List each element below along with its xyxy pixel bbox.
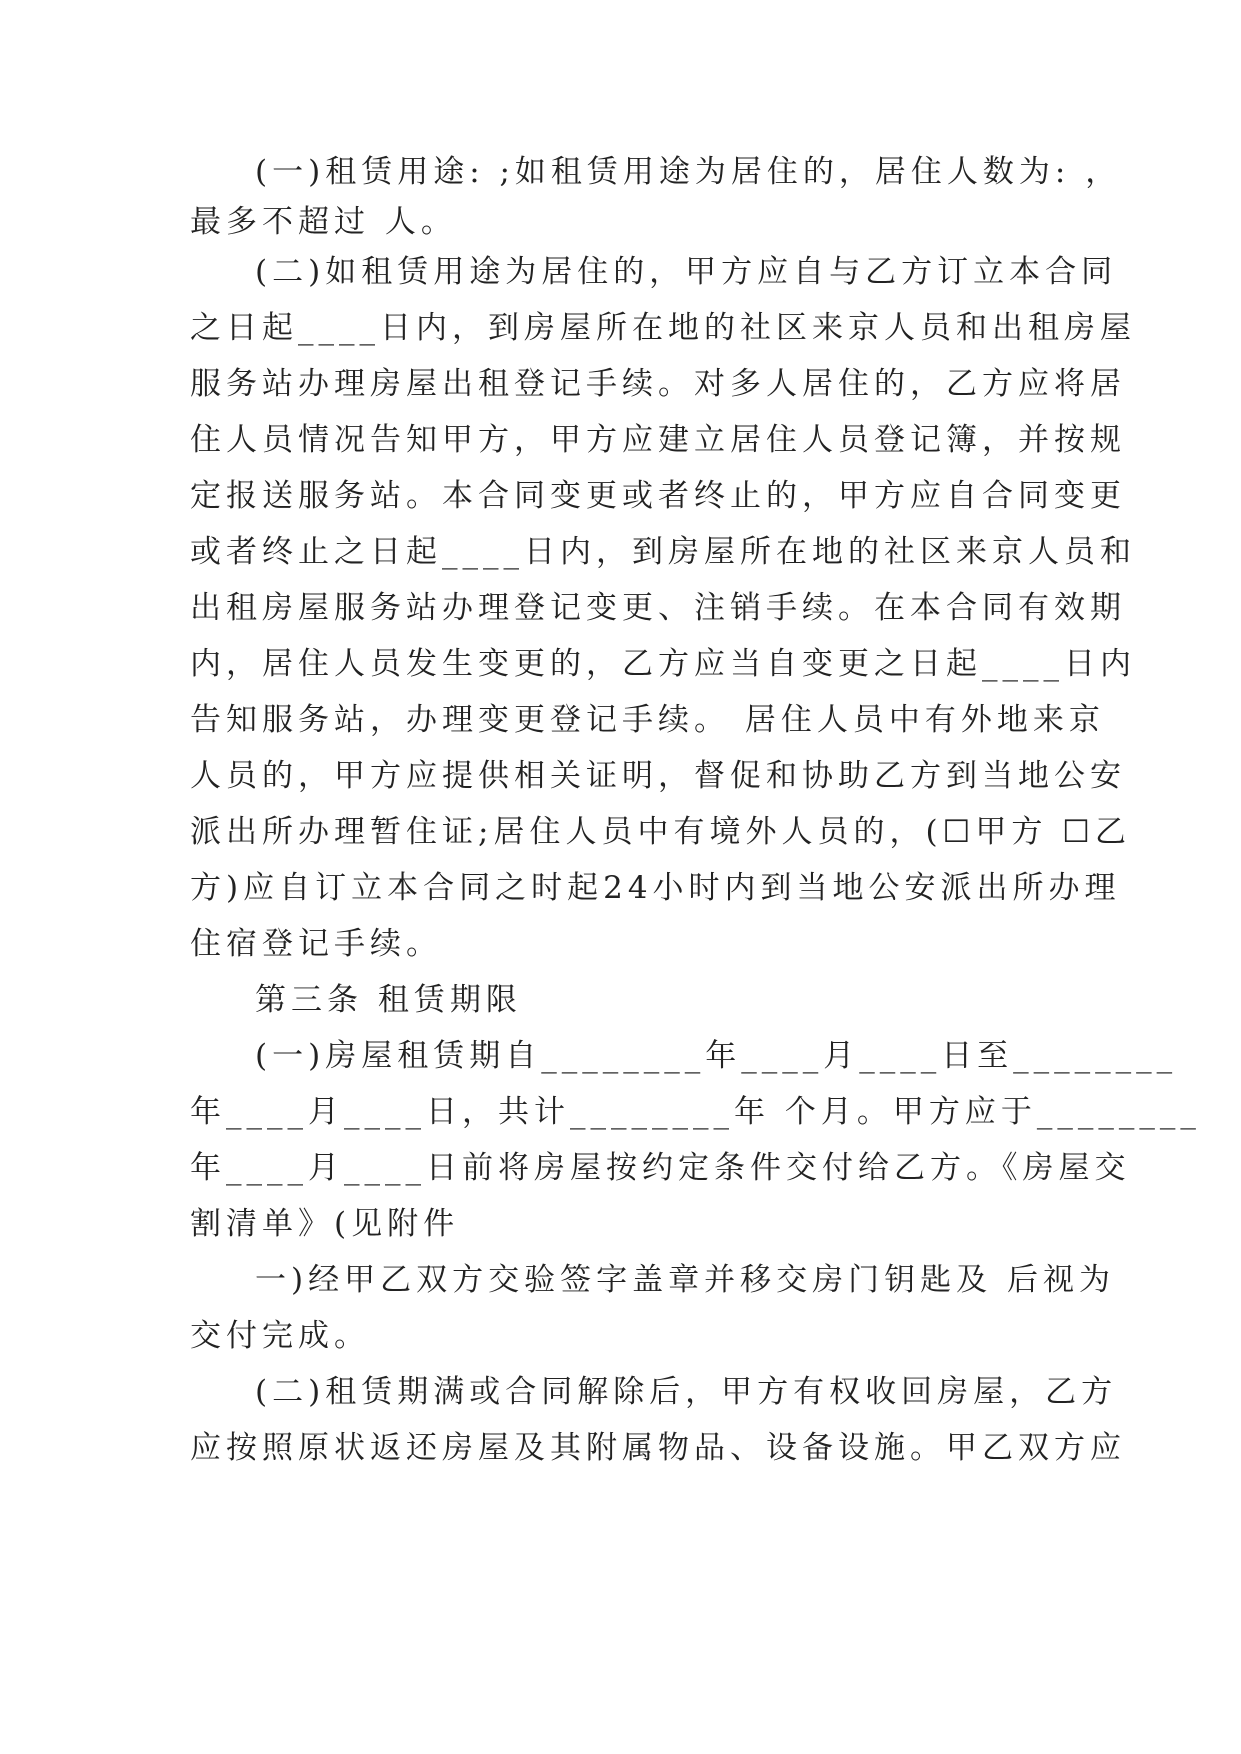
text-line: (一)房屋租赁期自________年____月____日至________	[255, 1038, 1178, 1074]
text-line: 住人员情况告知甲方，甲方应建立居住人员登记簿，并按规	[190, 422, 1126, 458]
text-line: (二)租赁期满或合同解除后，甲方有权收回房屋，乙方	[255, 1374, 1118, 1410]
text-line: 定报送服务站。本合同变更或者终止的，甲方应自合同变更	[190, 478, 1126, 514]
text-line: 或者终止之日起____日内，到房屋所在地的社区来京人员和	[190, 534, 1136, 570]
text-line: 出租房屋服务站办理登记变更、注销手续。在本合同有效期	[190, 590, 1126, 626]
text-line: 住宿登记手续。	[190, 926, 442, 962]
text-line: 人员的，甲方应提供相关证明，督促和协助乙方到当地公安	[190, 758, 1126, 794]
text-line: 最多不超过 人。	[190, 204, 457, 240]
text-line: 内，居住人员发生变更的，乙方应当自变更之日起____日内	[190, 646, 1136, 682]
text-line: 应按照原状返还房屋及其附属物品、设备设施。甲乙双方应	[190, 1430, 1126, 1466]
text-line: 方)应自订立本合同之时起24小时内到当地公安派出所办理	[190, 870, 1121, 906]
section-heading: 第三条 租赁期限	[255, 982, 522, 1018]
text-line: (二)如租赁用途为居住的，甲方应自与乙方订立本合同	[255, 254, 1118, 290]
text-line: 交付完成。	[190, 1318, 370, 1354]
text-line: 服务站办理房屋出租登记手续。对多人居住的，乙方应将居	[190, 366, 1126, 402]
text-line: 年____月____日，共计________年 个月。甲方应于________	[190, 1094, 1201, 1130]
text-line: (一)租赁用途: ;如租赁用途为居住的，居住人数为: ，	[255, 154, 1122, 190]
text-line: 割清单》(见附件	[190, 1206, 460, 1242]
text-line: 派出所办理暂住证;居住人员中有境外人员的，(☐甲方 ☐乙	[190, 814, 1131, 850]
text-line: 年____月____日前将房屋按约定条件交付给乙方。《房屋交	[190, 1150, 1131, 1186]
text-line: 之日起____日内，到房屋所在地的社区来京人员和出租房屋	[190, 310, 1136, 346]
text-line: 一)经甲乙双方交验签字盖章并移交房门钥匙及 后视为	[255, 1262, 1115, 1298]
text-line: 告知服务站，办理变更登记手续。 居住人员中有外地来京	[190, 702, 1105, 738]
